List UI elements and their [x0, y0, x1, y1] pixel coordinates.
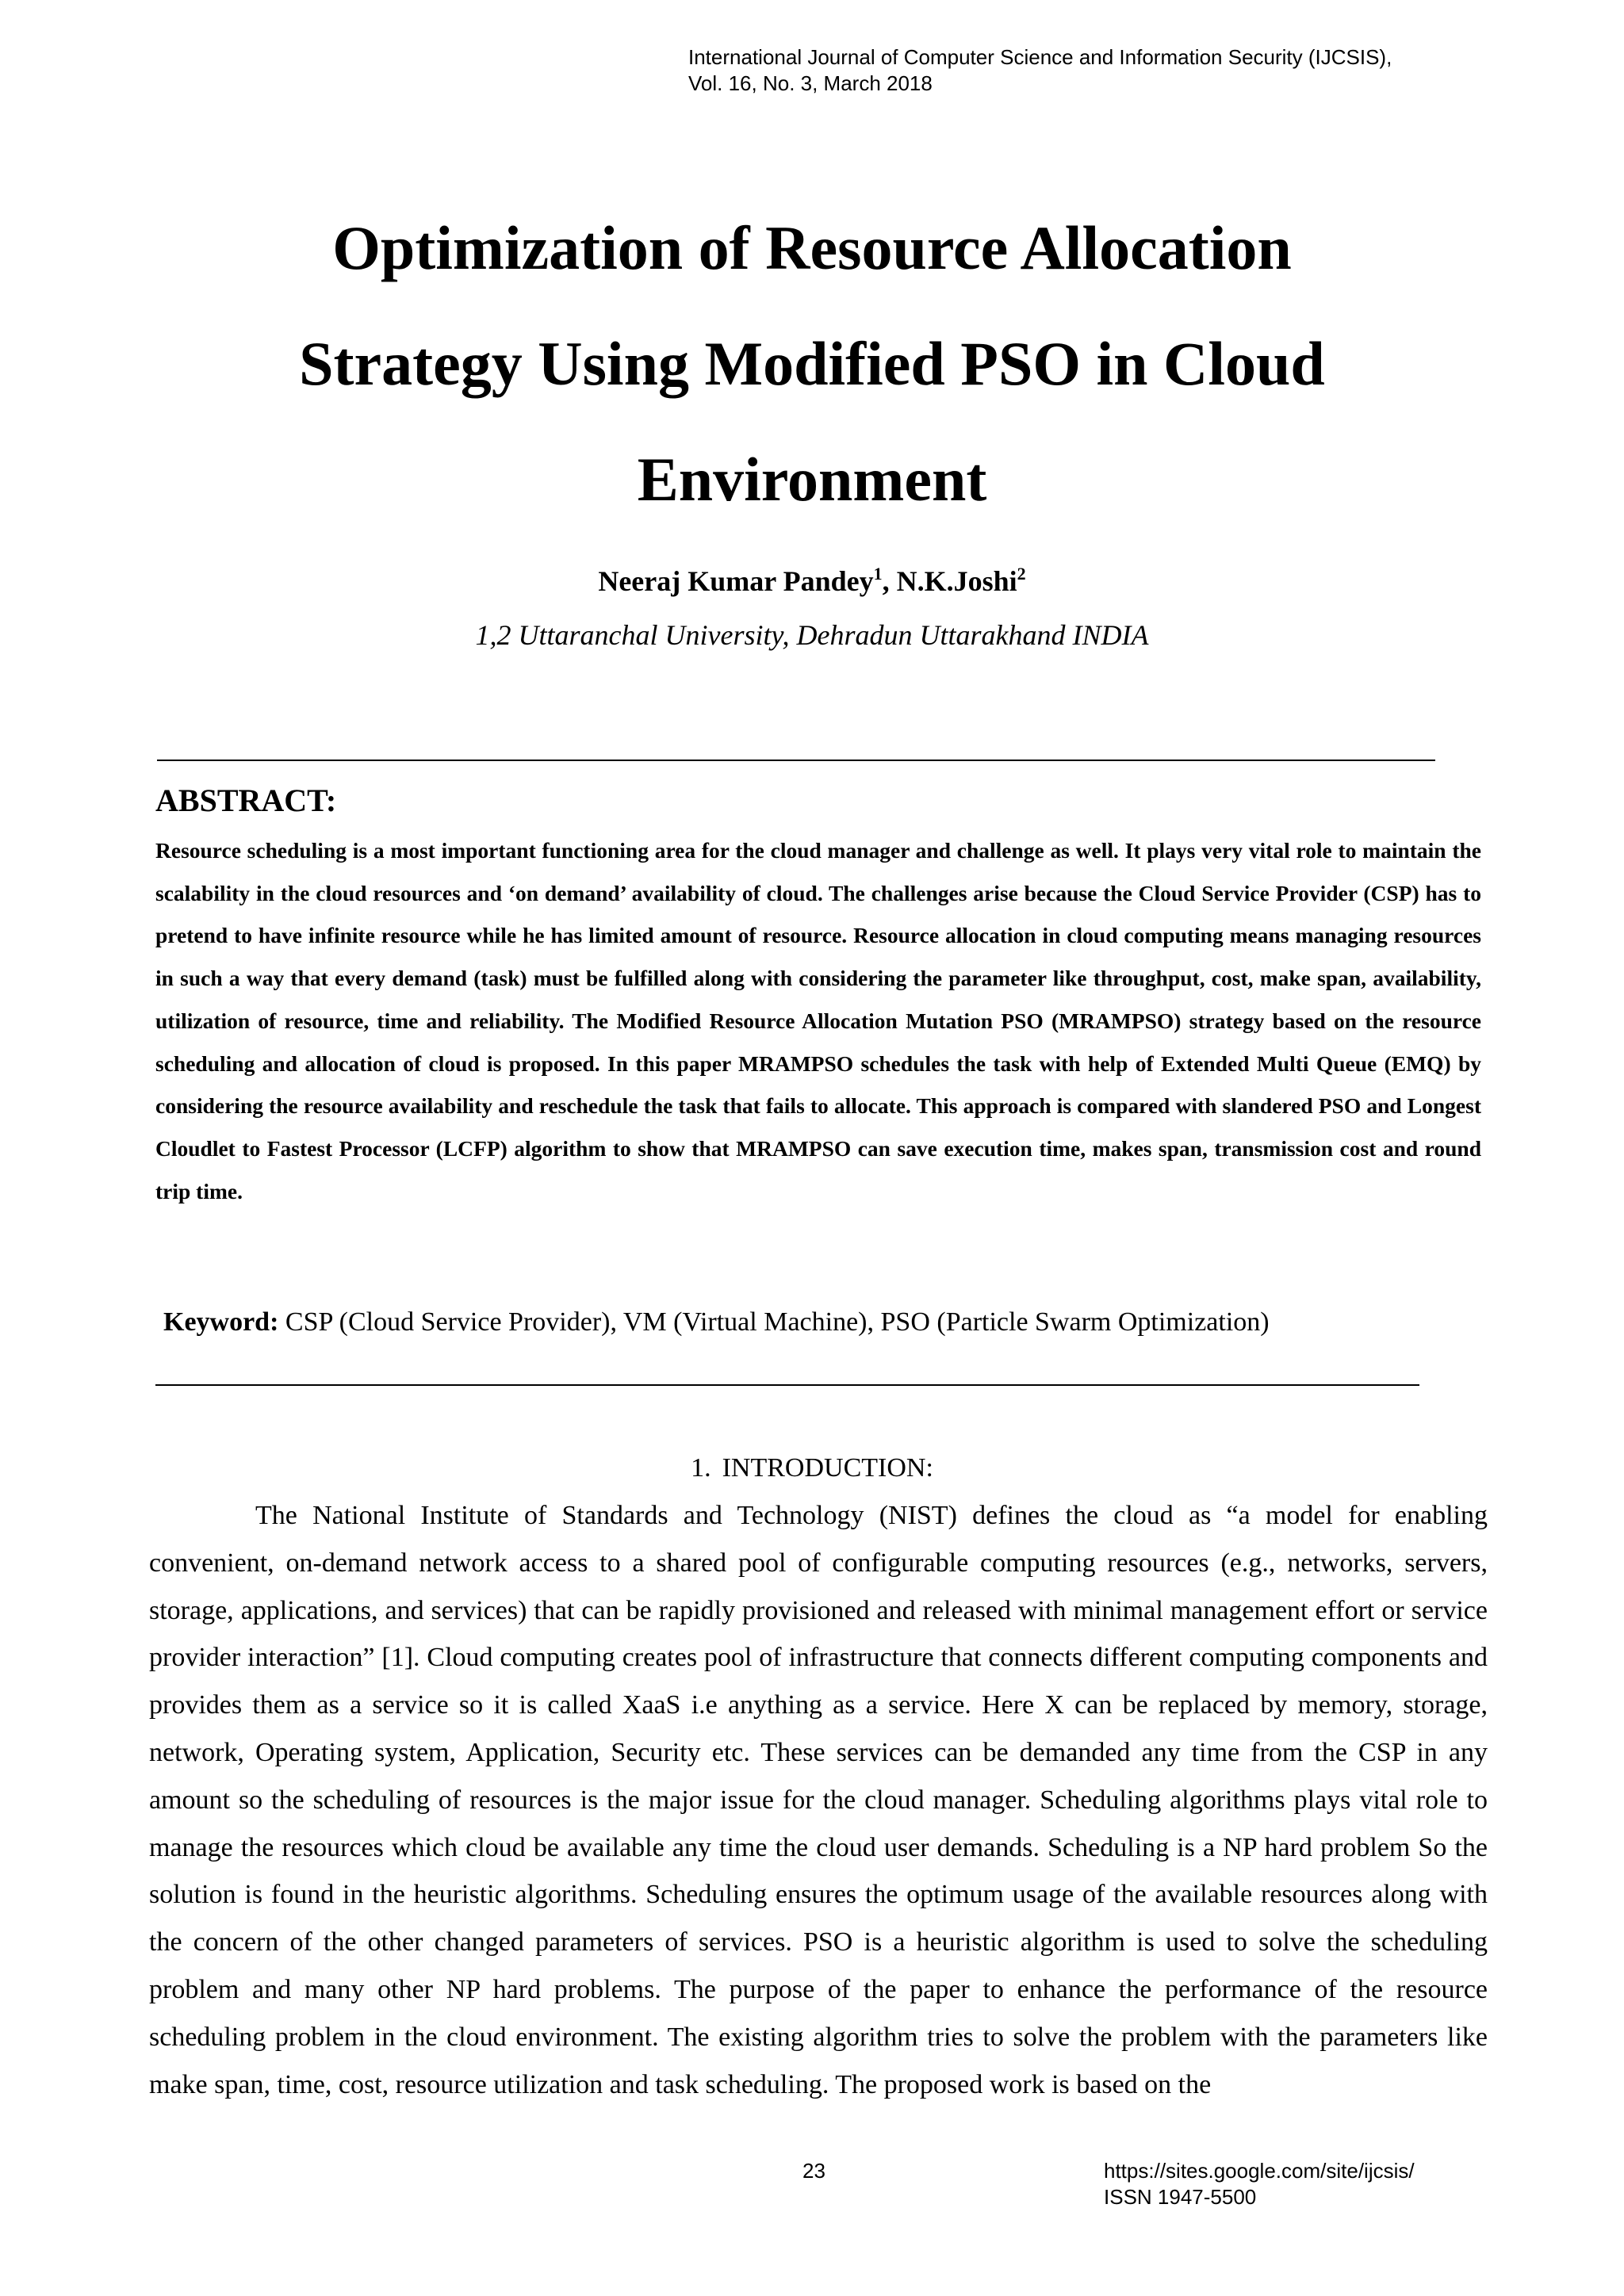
- issn: ISSN 1947-5500: [1104, 2185, 1257, 2209]
- abstract-heading: ABSTRACT:: [155, 783, 337, 818]
- section-title: INTRODUCTION:: [722, 1453, 933, 1483]
- section-divider: [155, 1384, 1419, 1386]
- author-affiliation-mark: 2: [1017, 564, 1026, 584]
- journal-issue: Vol. 16, No. 3, March 2018: [688, 71, 933, 95]
- author-affiliation-mark: 1: [873, 564, 883, 584]
- section-heading: [119, 1451, 1505, 1486]
- title-line-2: Strategy Using Modified PSO in Cloud: [299, 329, 1325, 398]
- page-number: 23: [802, 2159, 825, 2183]
- journal-name: International Journal of Computer Science and Information Security (IJCSIS),: [688, 45, 1392, 69]
- journal-header: [688, 44, 1481, 97]
- author-list: [119, 563, 1505, 599]
- section-number: 1.: [691, 1453, 711, 1483]
- title-line-3: Environment: [637, 445, 987, 514]
- journal-url: https://sites.google.com/site/ijcsis/: [1104, 2159, 1415, 2183]
- author-separator: ,: [882, 565, 897, 597]
- footer-info: [1104, 2158, 1580, 2210]
- author-affiliation: 1,2 Uttaranchal University, Dehradun Uttarakhand INDIA: [475, 619, 1149, 651]
- introduction-paragraph: The National Institute of Standards and Technology (NIST) defines the cloud as “a model for enabling convenient, on-demand network access to a shared pool of configurable computing resources (e.g., networks, servers, storage, applications, and services) that can be rapidly provisioned and released with minimal management effort or service provider interaction” [1]. Cloud computing creates pool of infrastructure that connects different computing components and provides them as a service so it is called XaaS i.e anything as a service. Here X can be replaced by memory, storage, network, Operating system, Application, Security etc. These services can be demanded any time from the CSP in any amount so the scheduling of resources is the major issue for the cloud manager. Scheduling algorithms plays vital role to manage the resources which cloud be available any time the cloud user demands. Scheduling is a NP hard problem So the solution is found in the heuristic algorithms. Scheduling ensures the optimum usage of the available resources along with the concern of the other changed parameters of services. PSO is a heuristic algorithm is used to solve the scheduling problem and many other NP hard problems. The purpose of the paper to enhance the performance of the resource scheduling problem in the cloud environment. The existing algorithm tries to solve the problem with the parameters like make span, time, cost, resource utilization and task scheduling. The proposed work is based on the: [149, 1501, 1488, 2099]
- keywords: [163, 1305, 1480, 1340]
- author-name: N.K.Joshi: [896, 565, 1017, 597]
- keywords-label: Keyword:: [163, 1307, 279, 1337]
- keywords-text: CSP (Cloud Service Provider), VM (Virtual Machine), PSO (Particle Swarm Optimization): [285, 1307, 1270, 1337]
- title-line-1: Optimization of Resource Allocation: [332, 213, 1292, 282]
- section-divider: [157, 760, 1435, 761]
- author-name: Neeraj Kumar Pandey: [598, 565, 874, 597]
- abstract-text: Resource scheduling is a most important functioning area for the cloud manager and challenge as well. It plays very vital role to maintain the scalability in the cloud resources and ‘on demand’ availability of cloud. The challenges arise because the Cloud Service Provider (CSP) has to pretend to have infinite resource while he has limited amount of resource. Resource allocation in cloud computing means managing resources in such a way that every demand (task) must be fulfilled along with considering the parameter like throughput, cost, make span, availability, utilization of resource, time and reliability. The Modified Resource Allocation Mutation PSO (MRAMPSO) strategy based on the resource scheduling and allocation of cloud is proposed. In this paper MRAMPSO schedules the task with help of Extended Multi Queue (EMQ) by considering the resource availability and reschedule the task that fails to allocate. This approach is compared with slandered PSO and Longest Cloudlet to Fastest Processor (LCFP) algorithm to show that MRAMPSO can save execution time, makes span, transmission cost and round trip time.: [155, 838, 1481, 1203]
- paper-title: [119, 190, 1505, 538]
